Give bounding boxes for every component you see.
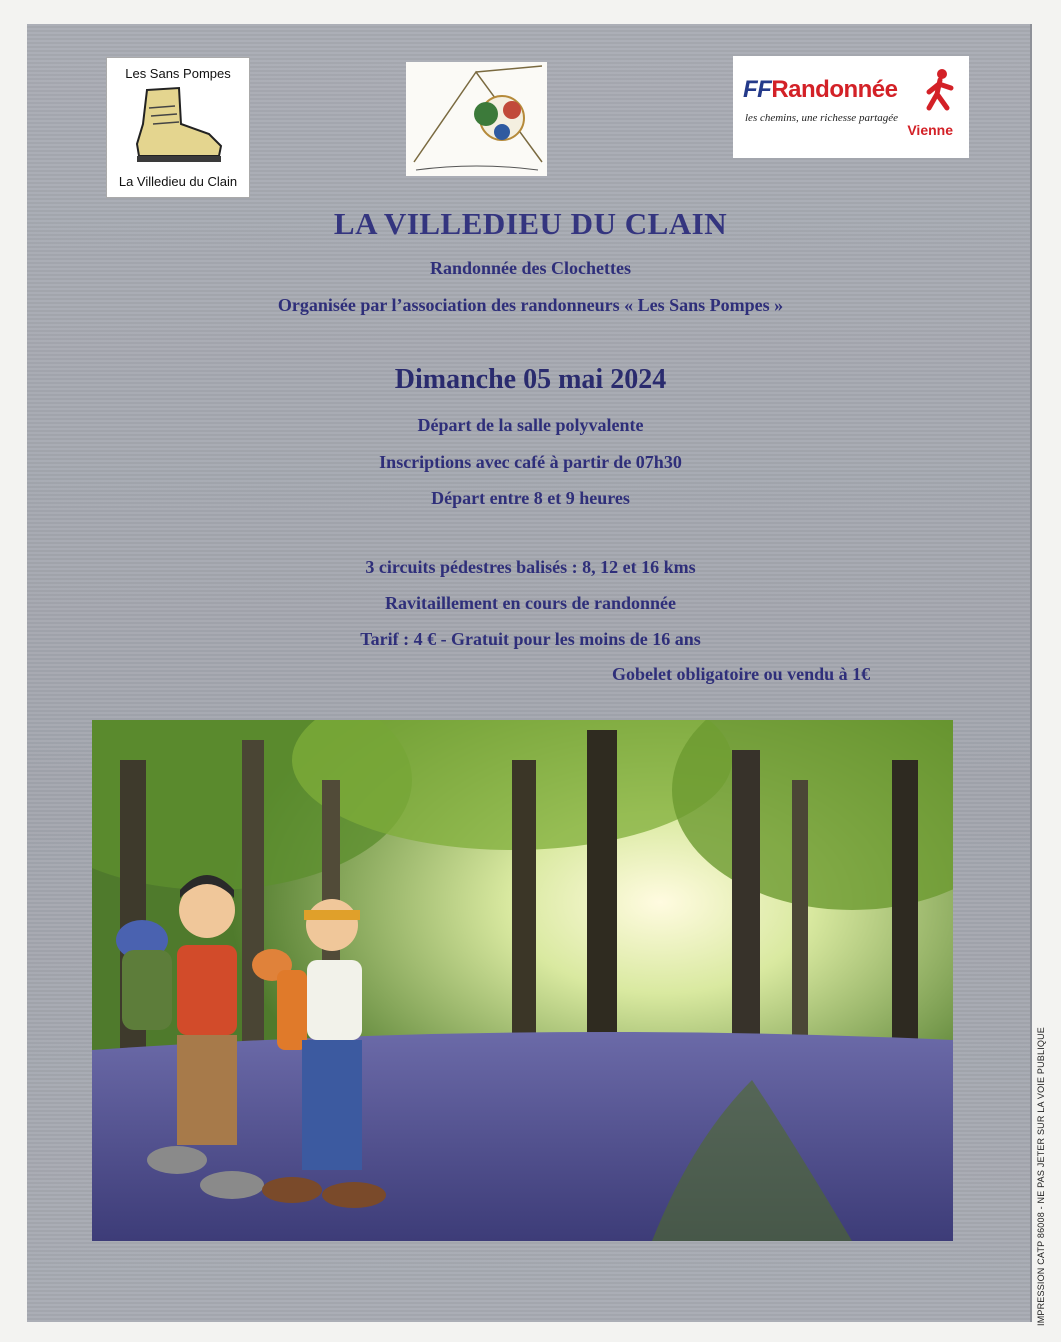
- ffrandonnee-logo: [733, 56, 969, 158]
- forest-illustration: [92, 720, 953, 1241]
- info-line: 3 circuits pédestres balisés : 8, 12 et 16 kms: [365, 557, 696, 577]
- villedieu-logo: [406, 62, 547, 176]
- detail-line: Départ de la salle polyvalente: [417, 415, 644, 435]
- cup-note: Gobelet obligatoire ou vendu à 1€: [612, 664, 871, 684]
- logo-top-text: Les Sans Pompes: [125, 66, 231, 81]
- detail-line: Inscriptions avec café à partir de 07h30: [379, 452, 682, 472]
- detail-line: Départ entre 8 et 9 heures: [431, 488, 630, 508]
- info-line: Ravitaillement en cours de randonnée: [385, 593, 676, 613]
- hiker-icon: [925, 68, 955, 112]
- event-organizer: Organisée par l’association des randonneurs « Les Sans Pompes »: [277, 295, 784, 315]
- logo-bottom-text: La Villedieu du Clain: [118, 174, 238, 189]
- ffr-tagline: les chemins, une richesse partagée: [745, 112, 899, 124]
- sans-pompes-logo: [106, 57, 250, 198]
- boot-icon: [129, 84, 229, 164]
- print-notice: IMPRESSION CATP 86008 - NE PAS JETER SUR LA VOIE PUBLIQUE: [1036, 1027, 1046, 1326]
- event-title: LA VILLEDIEU DU CLAIN: [333, 206, 728, 241]
- ffr-brand: FFRandonnée: [743, 76, 898, 103]
- forest-hikers-image: [92, 720, 953, 1241]
- villedieu-triangle-logo: [406, 62, 547, 176]
- ffr-region: Vienne: [907, 122, 953, 138]
- info-line: Tarif : 4 € - Gratuit pour les moins de 16 ans: [360, 629, 701, 649]
- event-subtitle: Randonnée des Clochettes: [430, 258, 631, 278]
- event-date: Dimanche 05 mai 2024: [394, 364, 667, 395]
